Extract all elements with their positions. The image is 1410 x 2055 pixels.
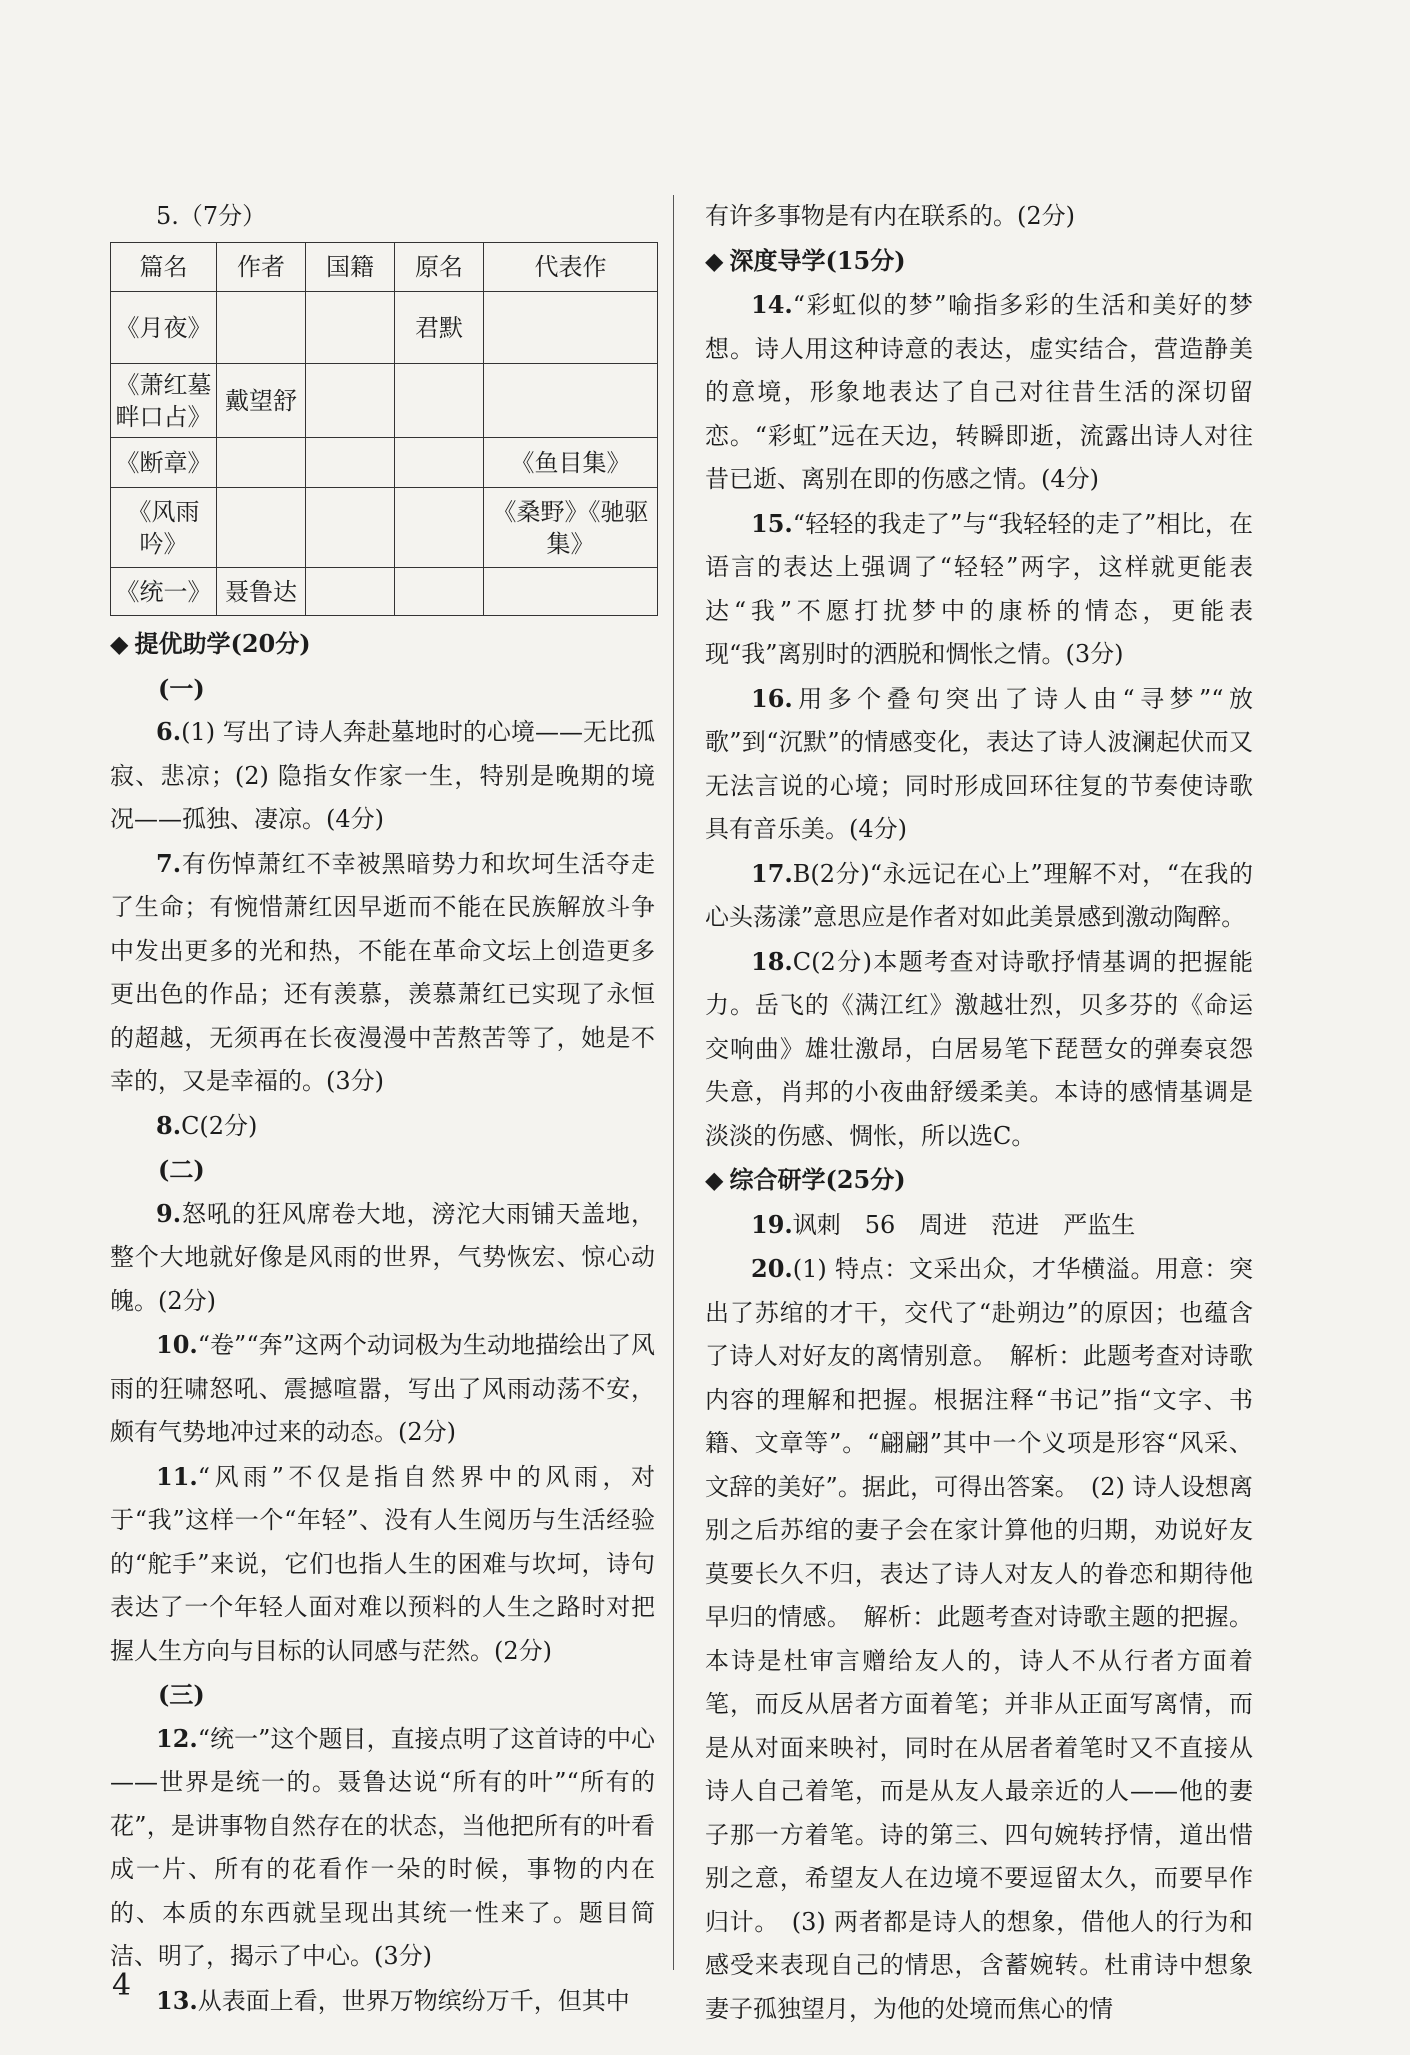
table-header: 作者 (217, 243, 306, 292)
question-number: 15. (751, 508, 793, 538)
question-number: 10. (156, 1330, 198, 1359)
table-header-row (111, 243, 658, 292)
section-title: 综合研学(25分) (729, 1165, 906, 1194)
question-number: 12. (156, 1723, 198, 1753)
answer-text: “卷”“奔”这两个动词极为生动地描绘出了风雨的狂啸怒吼、震撼喧嚣，写出了风雨动荡不安，颇有气势地冲过来的动态。(2分) (110, 1331, 655, 1446)
table-cell: 《断章》 (111, 438, 217, 488)
table-header: 原名 (395, 243, 484, 292)
answer-text: “轻轻的我走了”与“我轻轻的走了”相比，在语言的表达上强调了“轻轻”两字，这样就更能表达“我”不愿打扰梦中的康桥的情态，更能表现“我”离别时的洒脱和惆怅之情。(3分) (705, 509, 1253, 668)
table-cell: 《月夜》 (111, 292, 217, 364)
table-cell (395, 488, 484, 568)
answer-15 (705, 502, 1253, 677)
table-row (111, 364, 658, 438)
table-header: 代表作 (484, 243, 658, 292)
answer-text: 用多个叠句突出了诗人由“寻梦”“放歌”到“沉默”的情感变化，表达了诗人波澜起伏而又无法言说的心境；同时形成回环往复的节奏使诗歌具有音乐美。(4分) (705, 684, 1253, 843)
table-cell (306, 292, 395, 364)
table-cell (217, 438, 306, 488)
table-cell: 戴望舒 (217, 364, 306, 438)
answer-text: B(2分)“永远记在心上”理解不对，“在我的心头荡漾”意思应是作者对如此美景感到激动陶醉。 (705, 859, 1253, 931)
subsection-1: (一) (158, 673, 205, 703)
answer-20 (705, 1247, 1253, 2031)
table-cell: 君默 (395, 292, 484, 364)
table-cell (217, 292, 306, 364)
answer-9 (110, 1192, 655, 1324)
poem-info-table (110, 242, 658, 616)
table-cell (395, 438, 484, 488)
right-column (705, 195, 1253, 2031)
question-number: 17. (751, 858, 793, 888)
question-number: 6. (156, 717, 182, 746)
answer-13 (110, 1979, 655, 2024)
table-cell (484, 292, 658, 364)
table-row (111, 438, 658, 488)
table-cell (306, 364, 395, 438)
table-row (111, 292, 658, 364)
section-heading-zonghe (705, 1158, 1253, 1203)
diamond-icon: ◆ (110, 630, 129, 658)
answer-text: (1) 写出了诗人奔赴墓地时的心境——无比孤寂、悲凉；(2) 隐指女作家一生，特别是晚期的境况——孤独、凄凉。(4分) (110, 718, 655, 833)
table-cell: 《桑野》《驰驱集》 (484, 488, 658, 568)
answer-12 (110, 1717, 655, 1979)
question-number: 18. (751, 946, 793, 976)
question-number: 16. (751, 683, 793, 713)
answer-14 (705, 283, 1253, 502)
table-cell (395, 364, 484, 438)
answer-7 (110, 842, 655, 1104)
table-cell: 《风雨吟》 (111, 488, 217, 568)
table-header: 国籍 (306, 243, 395, 292)
question-number: 20. (751, 1254, 793, 1283)
question-number: 8. (156, 1110, 182, 1140)
table-cell (484, 364, 658, 438)
answer-17 (705, 852, 1253, 940)
table-cell (306, 488, 395, 568)
table-header: 篇名 (111, 243, 217, 292)
answer-text: “统一”这个题目，直接点明了这首诗的中心——世界是统一的。聂鲁达说“所有的叶”“所有的花”，是讲事物自然存在的状态，当他把所有的叶看成一片、所有的花看作一朵的时候，事物的内在的、本质的东西就呈现出其统一性来了。题目简洁、明了，揭示了中心。(3分) (110, 1724, 655, 1970)
left-column (110, 195, 655, 2023)
answer-10 (110, 1323, 655, 1455)
table-row (111, 488, 658, 568)
subsection-3: (三) (158, 1680, 205, 1709)
answer-text: 怒吼的狂风席卷大地，滂沱大雨铺天盖地，整个大地就好像是风雨的世界，气势恢宏、惊心动魄。(2分) (110, 1199, 655, 1315)
table-cell: 《鱼目集》 (484, 438, 658, 488)
answer-13-continued: 有许多事物是有内在联系的。(2分) (705, 202, 1075, 230)
answer-19 (705, 1203, 1253, 1248)
column-divider (673, 195, 674, 1970)
question-5-label: 5.（7分） (156, 202, 267, 230)
section-heading-tiyou (110, 622, 655, 667)
table-cell (395, 568, 484, 616)
answer-11 (110, 1455, 655, 1674)
answer-text: “风雨”不仅是指自然界中的风雨，对于“我”这样一个“年轻”、没有人生阅历与生活经验的“舵手”来说，它们也指人生的困难与坎坷，诗句表达了一个年轻人面对难以预料的人生之路时对把握人生方向与目标的认同感与茫然。(2分) (110, 1462, 655, 1665)
table-cell: 《统一》 (111, 568, 217, 616)
answer-text: 讽刺 56 周进 范进 严监生 (792, 1210, 1136, 1239)
answer-text: (1) 特点：文采出众，才华横溢。用意：突出了苏绾的才干，交代了“赴朔边”的原因；也蕴含了诗人对好友的离情别意。 解析：此题考查对诗歌内容的理解和把握。根据注释“书记”指“文字、书籍、文章等”。“翩翩”其中一个义项是形容“风采、文辞的美好”。据此，可得出答案。 (2) 诗人设想离别之后苏绾的妻子会在家计算他的归期，劝说好友莫要长久不归，表达了诗人对友人的眷恋和期待他早归的情感。 解析：此题考查对诗歌主题的把握。本诗是杜审言赠给友人的，诗人不从行者方面着笔，而反从居者方面着笔；并非从正面写离情，而是从对面来映衬，同时在从居者着笔时又不直接从诗人自己着笔，而是从友人最亲近的人——他的妻子那一方着笔。诗的第三、四句婉转抒情，道出惜别之意，希望友人在边境不要逗留太久，而要早作归计。 (3) 两者都是诗人的想象，借他人的行为和感受来表现自己的情思，含蓄婉转。杜甫诗中想象妻子孤独望月，为他的处境而焦心的情 (705, 1255, 1253, 2023)
question-number: 14. (751, 290, 793, 319)
table-cell: 聂鲁达 (217, 568, 306, 616)
diamond-icon: ◆ (705, 246, 724, 275)
table-cell (306, 438, 395, 488)
answer-text: C(2分) (181, 1111, 258, 1140)
answer-text: C(2分)本题考查对诗歌抒情基调的把握能力。岳飞的《满江红》激越壮烈，贝多芬的《命运交响曲》雄壮激昂，白居易笔下琵琶女的弹奏哀怨失意，肖邦的小夜曲舒缓柔美。本诗的感情基调是淡淡的伤感、惆怅，所以选C。 (705, 947, 1253, 1150)
table-row (111, 568, 658, 616)
section-heading-shendu (705, 239, 1253, 284)
table-cell (217, 488, 306, 568)
diamond-icon: ◆ (705, 1166, 724, 1194)
question-number: 7. (156, 848, 182, 878)
question-number: 9. (156, 1198, 182, 1228)
answer-16 (705, 677, 1253, 852)
question-number: 11. (156, 1461, 198, 1491)
table-cell: 《萧红墓畔口占》 (111, 364, 217, 438)
subsection-2: (二) (158, 1155, 205, 1184)
answer-18 (705, 940, 1253, 1159)
table-cell (484, 568, 658, 616)
page-number: 4 (112, 1968, 132, 2003)
question-number: 13. (156, 1985, 198, 2015)
question-number: 19. (751, 1209, 793, 1239)
section-title: 深度导学(15分) (729, 245, 906, 275)
answer-8 (110, 1104, 655, 1149)
answer-text: 从表面上看，世界万物缤纷万千，但其中 (197, 1986, 630, 2015)
answer-6 (110, 710, 655, 842)
section-title: 提优助学(20分) (134, 629, 311, 658)
answer-text: 有伤悼萧红不幸被黑暗势力和坎坷生活夺走了生命；有惋惜萧红因早逝而不能在民族解放斗争中发出更多的光和热，不能在革命文坛上创造更多更出色的作品；还有羡慕，羡慕萧红已实现了永恒的超越，无须再在长夜漫漫中苦熬苦等了，她是不幸的，又是幸福的。(3分) (110, 849, 655, 1095)
table-cell (306, 568, 395, 616)
answer-text: “彩虹似的梦”喻指多彩的生活和美好的梦想。诗人用这种诗意的表达，虚实结合，营造静美的意境，形象地表达了自己对往昔生活的深切留恋。“彩虹”远在天边，转瞬即逝，流露出诗人对往昔已逝、离别在即的伤感之情。(4分) (705, 291, 1253, 493)
